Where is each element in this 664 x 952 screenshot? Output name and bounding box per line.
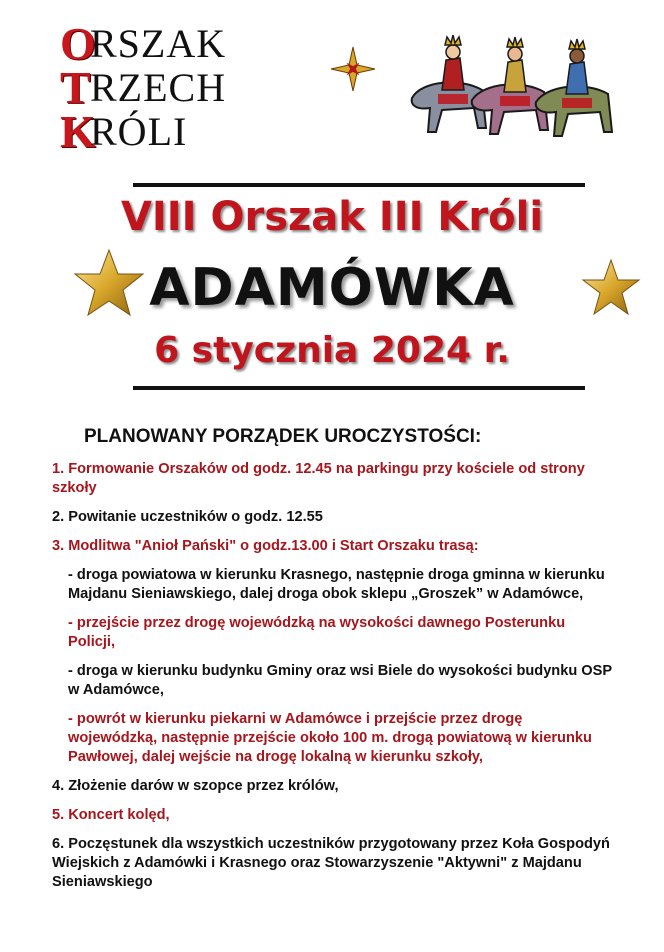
event-title: VIII Orszak III Króli	[120, 194, 544, 240]
route-step: - droga w kierunku budynku Gminy oraz wsi Biele do wysokości budynku OSP w Adamówce,	[68, 663, 612, 698]
logo-initial-o: O	[60, 18, 96, 69]
gold-star-icon	[580, 258, 642, 320]
gold-star-icon	[72, 248, 146, 322]
route-step: - powrót w kierunku piekarni w Adamówce i przejście przez drogę wojewódzką, następnie przejście około 100 m. drogą powiatową w kierunku Pawłowej, dalej wejście na drogę lokalną w kierunku szkoły,	[68, 711, 592, 765]
route-step: - droga powiatowa w kierunku Krasnego, następnie droga gminna w kierunku Majdanu Sieniawskiego, dalej droga obok sklepu „Groszek” w Adamówce,	[68, 567, 605, 602]
program-item: 6. Poczęstunek dla wszystkich uczestników przygotowany przez Koła Gospodyń Wiejskich z Adamówki i Krasnego oraz Stowarzyszenie "Aktywni" z Majdanu Sieniawskiego	[52, 836, 610, 890]
program-list	[52, 460, 612, 902]
logo-word-trzech: RZECH	[90, 65, 227, 110]
logo-initial-k: K	[60, 106, 96, 157]
logo-row-trzech	[60, 62, 227, 113]
program-item: 1. Formowanie Orszaków od godz. 12.45 na parkingu przy kościele od strony szkoły	[52, 461, 585, 496]
three-kings-illustration	[402, 28, 634, 156]
bottom-divider	[133, 386, 585, 390]
event-place: ADAMÓWKA	[149, 258, 515, 318]
program-item: 2. Powitanie uczestników o godz. 12.55	[52, 509, 323, 525]
event-date: 6 stycznia 2024 r.	[154, 330, 510, 371]
logo-row-orszak	[60, 18, 227, 69]
program-item: 5. Koncert kolęd,	[52, 807, 170, 823]
top-divider	[133, 183, 585, 187]
program-heading: PLANOWANY PORZĄDEK UROCZYSTOŚCI:	[84, 426, 482, 447]
program-item: 4. Złożenie darów w szopce przez królów,	[52, 778, 339, 794]
compass-star-icon	[330, 46, 376, 92]
logo-word-kroli: RÓLI	[90, 109, 188, 154]
program-item: 3. Modlitwa "Anioł Pański" o godz.13.00 i Start Orszaku trasą:	[52, 538, 479, 554]
route-step: - przejście przez drogę wojewódzką na wysokości dawnego Posterunku Policji,	[68, 615, 566, 650]
logo-row-kroli	[60, 106, 226, 157]
logo-word-orszak: RSZAK	[90, 21, 227, 66]
otk-logo	[60, 18, 227, 157]
logo-initial-t: T	[60, 62, 91, 113]
